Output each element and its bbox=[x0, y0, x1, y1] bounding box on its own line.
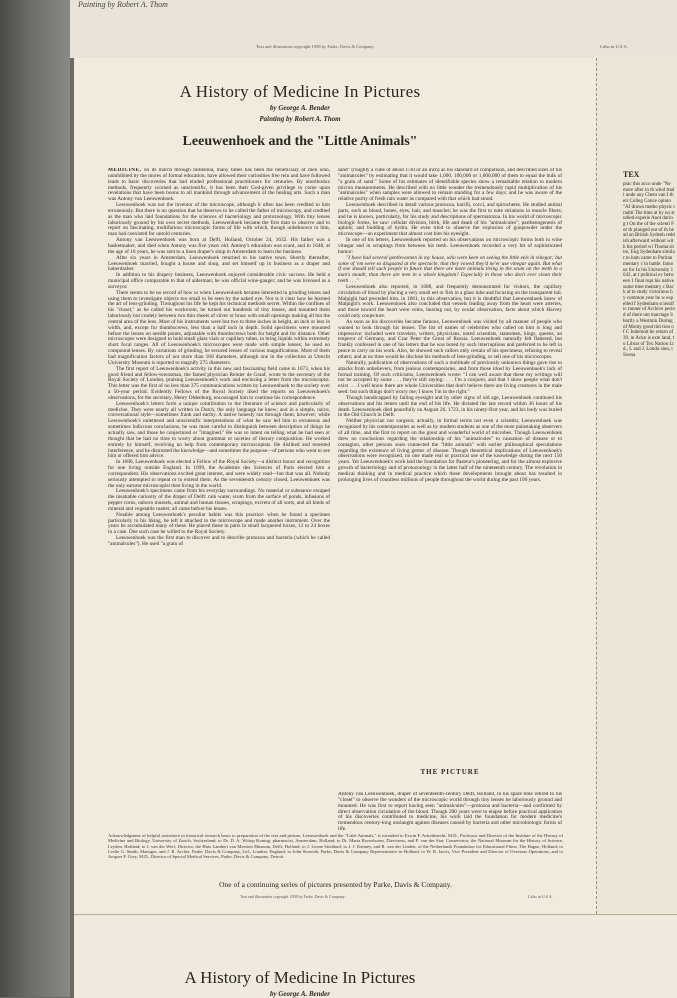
paragraph: Leeuwenhoek's letters form a unique contribution to the literature of science and particularly of medicine. They were nearly all written in Dutch, the only language he knew; and in a simple, naive, conversational style—sometimes frank and earthy. A native honesty ran through them, however; while Leeuwenhoek's unlettered and unscientific interpretations of what he saw led him to erroneous and sometimes ludicrous conclusions, he was most careful to distinguish between description of things he actually saw, and those he conjectured or "imagined." He was so intent on telling what he had seen or thought that he had no time to worry about grammar or niceties of literary composition. He worked entirely by himself, receiving no help from contemporary microscopists. He disliked and resented interference, and he distrusted the knowledge—and sometimes the purpose—of persons who went to see him or offered him advice. bbox=[108, 400, 330, 460]
article-title: A History of Medicine In Pictures bbox=[179, 82, 421, 101]
column-left bbox=[108, 168, 330, 828]
paragraph: Leeuwenhoek described in detail various protozoa, bacilli, cocci, and spirochetes. He studied animal parts, such as blood, bones, eyes, hair, and muscles; he was the first to note striations in muscle fibers; and he is known, particularly, for his study and descriptions of spermatozoa. In his world of microscopic biologic forms, he saw: cellular division, birth, life and death of his "animalcules"; parthenogenesis of aphids; and budding of hydra. He even tried to observe the explosion of gunpowder under the microscope—an experiment that almost cost him his eyesight. bbox=[338, 202, 562, 238]
table-shadow bbox=[0, 0, 70, 997]
footer-copyright: Text and illustration copyright 1958 by Parke, Davis & Company bbox=[240, 894, 345, 899]
paragraph: After six years in Amsterdam, Leeuwenhoek returned to his native town. Shortly thereafter, Leeuwenhoek married, bought a house and shop, and set himself up in business as a draper and haberdasher. bbox=[108, 254, 330, 273]
article-subtitle: Leeuwenhoek and the "Little Animals" bbox=[182, 134, 418, 149]
top-copyright: Text and illustration copyright 1958 by Parke, Davis & Company bbox=[256, 44, 374, 49]
paragraph: Antony van Leeuwenhoek, draper of seventeenth-century Delft, Holland, in his spare time retired to his "closet" to observe the wonders of the microscopic world through tiny lenses he laboriously ground and mounted. He was first to report having seen "animalcules"—protozoa and bacteria—and confirmed by direct observation circulation of the blood. Though 200 years were to elapse before practical application of his discoveries contributed to medicine, his work laid the foundation for modern medicine's tremendous century-long onslaught against diseases caused by bacteria and other microbiologic forms of life. bbox=[338, 792, 562, 832]
bottom-title: A History of Medicine In Pictures bbox=[184, 968, 416, 987]
right-heading: TEX bbox=[623, 170, 640, 179]
paragraph: Leeuwenhoek's specimens came from his everyday surroundings. No material or substance escaped the insatiable curiosity of the draper of Delft: rain water, scum from the surface of ponds, infusions of pepper corns, unborn mussels, animal and human tissues, scrapings, excreta of all sorts, and all kinds of mineral and vegetable matter, all came before his lenses. bbox=[108, 488, 330, 512]
paragraph: In addition to his drapery business, Leeuwenhoek enjoyed considerable civic success. He held a municipal office comparable to that of alderman; he was official wine-gauger; and he was licensed as a surveyor. bbox=[108, 272, 330, 290]
top-sheet bbox=[70, 0, 677, 58]
article-author: by George A. Bender bbox=[269, 104, 330, 112]
paragraph: sand" (roughly a cube of about 1/30 of an inch) as his standard of comparison, and described sizes of his "animalcules" by estimating that it would take 1,000, 100,000 or 1,000,000 of them to equal the bulk of "a grain of sand." Some of his estimates of identifiable species show a remarkable relation to modern micron measurements. He described with no little wonder the tremendously rapid multiplication of his "animalcules" when samples were allowed to remain standing for a few days; and he was aware of the relative purity of fresh rain water as compared with that which had stood. bbox=[338, 168, 562, 203]
series-line: One of a continuing series of pictures presented by Parke, Davis & Company. bbox=[219, 880, 452, 889]
bottom-author: by George A. Bender bbox=[269, 990, 330, 998]
footer-litho: Litho in U.S.A. bbox=[528, 894, 553, 899]
paragraph: As soon as his discoveries became famous, Leeuwenhoek was visited by all manner of people who wanted to look through his lenses. The list of names of celebrities who called on him is long and impressive: included were travelers, writers, physicians, noted scientists, statesmen, kings, queens, an emperor of Germany, and Czar Peter the Great of Russia. Leeuwenhoek naturally felt flattered, but frankly confessed in one of his letters that he was bored by such interruptions and preferred to be left in peace to carry on his work. Also, he showed such callers only certain of his specimens, refusing to reveal others; and at no time would he disclose his methods of lens-grinding, or sell one of his microscopes. bbox=[338, 318, 562, 360]
paragraph: Notable among Leeuwenhoek's peculiar habits was this practice: when he found a specimen particularly to his liking, he left it attached to the microscope and made another instrument. Over the years he accumulated many of these. He placed these in pairs in small lacquered boxes, 12 to 24 boxes in a case. One such case he willed to the Royal Society. bbox=[108, 511, 330, 536]
top-byline: Painting by Robert A. Thom bbox=[78, 0, 168, 9]
paragraph bbox=[108, 168, 330, 203]
acknowledgment: Acknowledgment of helpful assistance in historical research basic to preparation of the text and picture, Leeuwenhoek and the "Little Animals," is extended to Erwin F. Ackerknecht, M.D., Professor and Director of the Institute of the History of Medicine and Biology, University of Zurich, Switzerland; to Dr. D. A. Wittop Koning, pharmacist, Amsterdam, Holland; to Dr. Maria Rooseboom, Directress, and P. van der Star, Conservator, the National Museum for the History of Science, Leyden, Holland; to J. van der Werf, Director, the Huis Lambert van Meerten Museum, Delft, Holland; to J. Leone Stoddard; to J. J. Kenney, and R. van der Linden, of the Netherlands Foundation for Educational Films, The Hague, Holland; to Leslie G. Smith, Manager, and J. R. Archer, Parke, Davis & Company, Ltd., London, England; to John Stoeriah, Parke, Davis & Company Representative in Holland; to W. R. Jarvis, Vice President and Director of Overseas Operations, and to Jacques P. Grey, M.D., Director of Special Medical Services, Parke, Davis & Company, Detroit. bbox=[108, 833, 563, 860]
paragraph: There seems to be no record of how or when Leeuwenhoek became interested in grinding lenses and using them to investigate objects too small to be seen by the naked eye. Nor is it clear how he learned the art of lens-grinding. Throughout his life he kept his technical methods secret. Within the confines of his "closet," as he called his workroom, he turned out hundreds of tiny lenses, and mounted them laboriously but crudely between two thin sheets of silver or brass with small openings making all but the central area of the lens. Most of his instruments were but two to three inches in height, an inch or less in width, and, except for thumbscrews, less than a half inch in depth. Solid specimens were mounted before the lenses on needle points, adjustable with thumbscrews both for height and for distance. Other microscopes were designed to hold small glass vials or capillary tubes, to bring liquids within extremely short focal ranges. All of Leeuwenhoek's microscopes were made with simple lenses; he used no compound lenses. By variations of grinding, he secured lenses of various magnifications. Most of them had magnification factors of not more than 160 diameters, although one in the collection at Utrecht University Museum is reported to magnify 275 diameters. bbox=[108, 289, 330, 366]
picture-heading: THE PICTURE bbox=[420, 768, 480, 776]
lead-word: MEDICINE, bbox=[108, 168, 142, 173]
paragraph: Leeuwenhoek was the first man to discover and to describe protozoa and bacteria (which he called "animalcules"). He used "a grain of bbox=[108, 535, 330, 547]
paragraph: In one of his letters, Leeuwenhoek reported on his observations on microscopic forms both in wine vinegar and in scrapings from between his teeth. Leeuwenhoek recorded a very bit of sophisticated humor: bbox=[338, 237, 562, 255]
paragraph: Naturally, publication of observations of such a multitude of previously unknown things gave rise to attacks from unbelievers, from jealous contemporaries, and from those irked by Leeuwenhoek's lack of formal training. Of such criticisms, Leeuwenhoek wrote: "I can well aware that these my writings will not be accepted by some . . . they're still saying: . . . I'm a conjurer, and that I show people what don't exist . . . I well know there are whole Universities that don't believe there are living creatures in the male seed: but such things don't worry me; I know I'm in the right." bbox=[338, 359, 562, 396]
paragraph-text: on its march through millennia, many times has been the beneficiary of men who, uninhibited by the mores of formal education, have allowed their curiosities free rein and have followed leads to basic discoveries that had eluded professional practitioners for centuries. By unorthodox methods, frequently scorned as unscientific, it has been their God-given privilege to come upon revelations that have been boons to all mankind through advancement of the healing arts. Such a man was Antony van Leeuwenhoek. bbox=[108, 168, 330, 203]
paragraph: Neither physician nor surgeon; actually, in formal terms not even a scientist, Leeuwenhoek was recognized by his contemporaries as well as by modern students as one of the most painstaking observers of all time, and the first to report on the great and wonderful world of microbes. Though Leeuwenhoek drew no conclusions regarding the relationship of his "animalcules" to causation of disease or to contagion, other persons soon connected the "little animals" with earlier philosophical speculations regarding the existence of living germs of disease. Though theoretical implications of Leeuwenhoek's observations were recognized, no one made real or practical use of the knowledge during the next 150 years. Yet Leeuwenhoek's work laid the foundation for Pasteur's pioneering, and for the almost explosive growth of bacteriology and of protozoology in the latter half of the nineteenth century. The revolution in medical thinking and in medical practice which these developments brought about has resulted in prolonging lives of countless millions of people throughout the world during the past 100 years. bbox=[338, 418, 562, 483]
paragraph: The first report of Leeuwenhoek's activity in this new and fascinating field came in 1673, when his good friend and fellow-townsman, the famed physician Reinier de Graaf, wrote to the secretary of the Royal Society of London, praising Leeuwenhoek's work and enclosing a letter from the microscopist. This letter was the first of no less than 375 communications written by Leeuwenhoek to the society over a 50-year period. Evidently Fellows of the Royal Society liked the reports on Leeuwenhoek's observations, for the secretary, Henry Oldenburg, encouraged him to continue his correspondence. bbox=[108, 365, 330, 401]
picture-description bbox=[338, 792, 562, 832]
paragraph: In 1680, Leeuwenhoek was elected a Fellow of the Royal Society—a distinct honor and recognition for one living outside England. In 1699, the Academie des Sciences of Paris elected him a correspondent. His observations excited great interest, and were widely read—but that was all. Nobody seriously attempted to repeat or to extend them. As the seventeenth century closed, Leeuwenhoek was the only earnest microscopist then living in the world. bbox=[108, 459, 330, 489]
right-sheet bbox=[596, 58, 677, 914]
column-right bbox=[338, 168, 562, 758]
paragraph: Leeuwenhoek was not the inventor of the microscope, although it often has been credited to him erroneously. But there is no question that he deserves to be called the father of microscopy, and credited as the man who laid foundations for the sciences of bacteriology and protozoology. With tiny lenses laboriously ground by his own secret methods, Leeuwenhoek became the first man to observe and to report on fascinating, multifarious microscopic forms of life with which, though unbeknown to him, man had coexisted for untold centuries. bbox=[108, 202, 330, 238]
article-painter: Painting by Robert A. Thom bbox=[259, 115, 341, 123]
right-fragments: prac this acco unde "Ne more after in th whol tradi unde any Chem van I their Colleg Conce opinio "Af drawn metho physic traditi The time at by no studied experie Anot during t On the of the scienti For th plunged out of th head an British Sydenh reddish afterward without with his period wi Thoma shire, Eng Sydenham similar to ham came to Puritan mentary c in battle. famous for In his University 1642, at t political ev between 1 final rupt his native some time mentary c Back at to study victorious by common year he w expelled f Sydenham scientific runner of Archive period of there unt marriage Shortly a Westmin During of Monty good tim tion of C Indemnit he return of 39, in Ackn is exte land, to Librar of Tex Nation Ltd., L and J. Londo sion, t Svena bbox=[623, 182, 675, 359]
quote-paragraph: "I have had several gentlewomen in my house, who were keen on seeing the little eels in vinegar; but some of 'em were so disgusted at the spectacle, that they vowed they'd ne'er use vinegar again. But what if one should tell such people in future that there are more animals living in the scum on the teeth in a man's mouth, than there are men in a whole kingdom? Especially in those who don't ever clean their teeth . . ." bbox=[338, 254, 562, 285]
paragraph: Antony van Leeuwenhoek was born at Delft, Holland, October 24, 1632. His father was a basketmaker, and died when Antony was five years old. Antony's education was scant, and in 1648, at the age of 16 years, he was sent to a linen draper's shop in Amsterdam to learn the business. bbox=[108, 237, 330, 255]
paragraph: Though handicapped by failing eyesight and by other signs of old age, Leeuwenhoek continued his observations and his letters until the end of his life. He dictated the last record within 36 hours of his death. Leeuwenhoek died peacefully on August 26, 1723, in his ninety-first year, and his body was buried in the Old Church in Delft. bbox=[338, 394, 562, 419]
paragraph: Leeuwenhoek also reported, in 1688, and frequently demonstrated for visitors, the capillary circulation of blood by placing a very small eel or fish in a glass tube and focusing on the transparent tail. Malpighi had preceded him, in 1661, in this observation, but it is doubtful that Leeuwenhoek knew of Malpighi's work. Leeuwenhoek also concluded that vessels leading away from the heart were arteries, and those toward the heart were veins, hearing out, by ocular observation, facts about which Harvey could only conjecture. bbox=[338, 283, 562, 320]
top-litho: Litho in U.S.A. bbox=[600, 44, 628, 49]
